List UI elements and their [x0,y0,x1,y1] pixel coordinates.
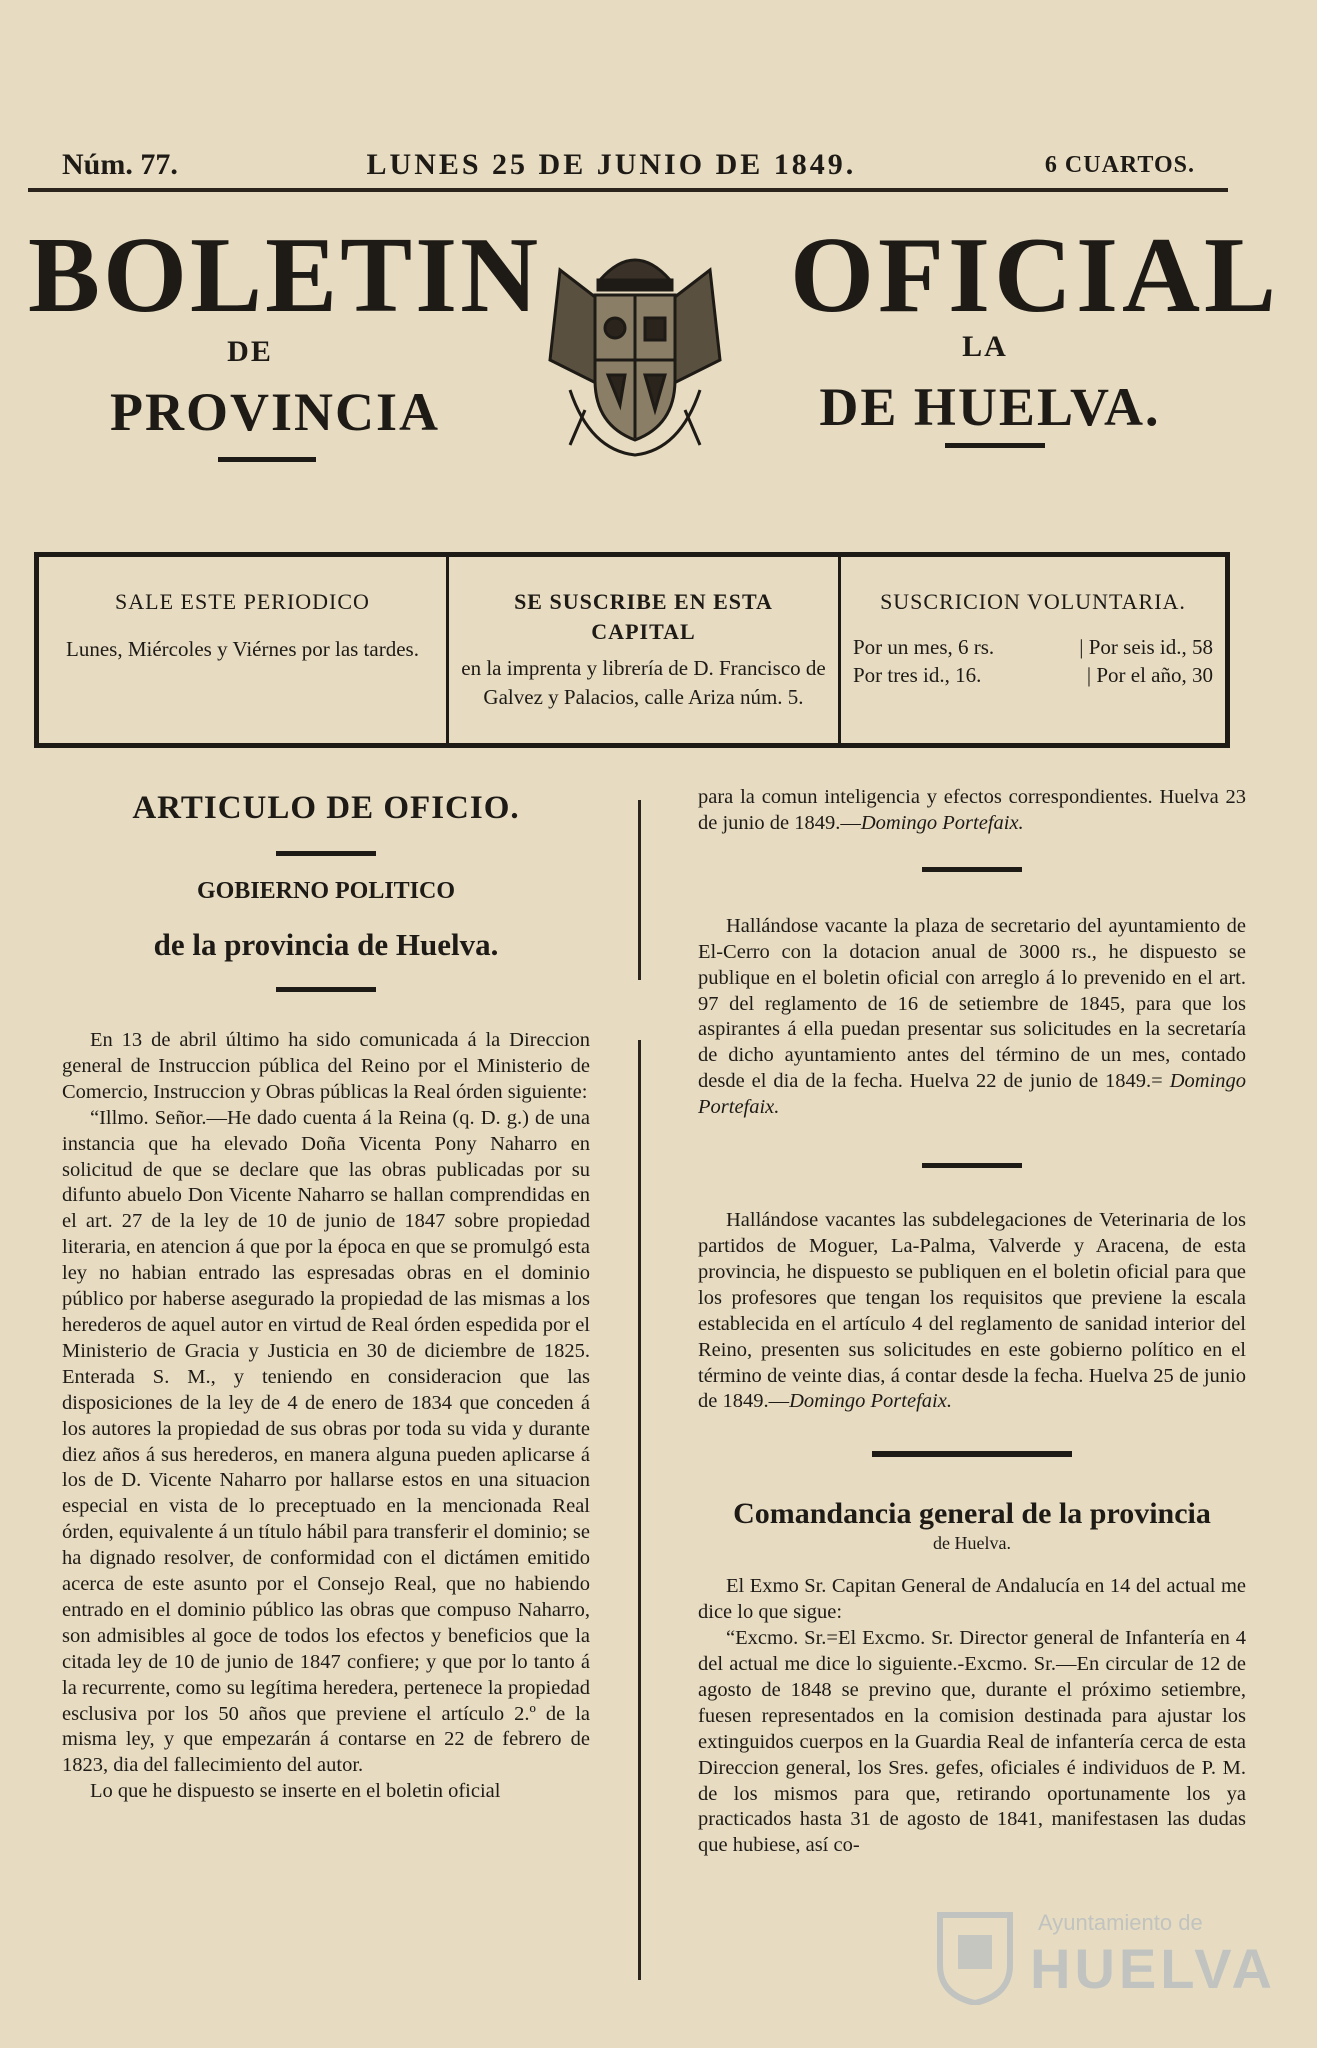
paragraph-captain-general: El Exmo Sr. Capitan General de Andalucía en 14 del actual me dice lo que sigue: [698,1575,1246,1624]
title-rule [276,851,376,856]
command-section-heading: Comandancia general de la provincia [733,1497,1211,1531]
secretary-vacancy-text: Hallándose vacante la plaza de secretario del ayuntamiento de El-Cerro con la dotacion anual de 3000 rs., he dispuesto se publique en el boletin oficial con arreglo á lo prevenido en el art. 97 del reglamento de 16 de setiembre de 1845, para que los aspirantes á ella puedan presentar sus solicitudes en la secretaría de dicho ayuntamiento antes del término de un mes, contado desde el dia de la fecha. Huelva 22 de junio de 1849.= [698,914,1246,1093]
issue-date: LUNES 25 DE JUNIO DE 1849. [366,148,857,181]
signature: Domingo Portefaix. [860,811,1024,834]
issue-line [30,140,1225,190]
subscription-prices-cell [841,557,1225,743]
city-shield-icon [930,1905,1020,2005]
top-rule [28,188,1228,192]
watermark-line-2: HUELVA [1030,1937,1276,2000]
signature: Domingo Portefaix. [789,1390,952,1413]
paragraph-royal-order: “Illmo. Señor.—He dado cuenta á la Reina (q. D. g.) de una instancia que ha elevado Doña Vicenta Pony Naharro en solicitud de que se declare que las obras publicadas por su difunto abuelo Don Vicente Naharro se hallan comprendidas en el art. 27 de la ley de 10 de junio de 1847 sobre propiedad literaria, en atencion á que por la época en que se promulgó esta ley no habian entrado las espresadas obras en el dominio público por haberse asegurado la propiedad de las mismas a los herederos de aquel autor en virtud de Real órden espedida por el Ministerio de Gracia y Justicia en 30 de diciembre de 1825. Enterada S. M., y teniendo en consideracion que las disposiciones de la ley de 4 de enero de 1834 que conceden á los autores la propiedad de sus obras por toda su vida y durante diez años á sus herederos, en manera alguna pueden aplicarse á los de D. Vicente Naharro por hallarse estos en una situacion especial en vista de lo preceptuado en la mencionada Real órden, equivalente á un título hábil para transferir el dominio; se ha dignado resolver, de conformidad con el dictámen emitido acerca de este asunto por el Consejo Real, que no habiendo entrado en el dominio público las obras que compuso Naharro, son admisibles al goce de todos los efectos y beneficios que la citada ley de 10 de junio de 1847 confiere; y que por lo tanto á la recurrente, como su legítima heredera, pertenece la propiedad esclusiva por los 50 años que previene el artículo 2.º de la misma ley, y que empezarán á contarse en 22 de febrero de 1823, dia del fallecimiento del autor. [62,1106,590,1777]
subscribe-location-text: en la imprenta y librería de D. Francisco de Galvez y Palacios, calle Ariza núm. 5. [461,656,826,709]
paragraph-intro: En 13 de abril último ha sido comunicada á la Direccion general de Instruccion pública del Reino por el Ministerio de Comercio, Instruccion y Obras públicas la Real órden siguiente: [62,1029,590,1103]
subscribe-location-cell [449,557,841,743]
price-one-year: | Por el año, 30 [1086,663,1213,688]
left-column [62,790,590,1805]
price-row-1 [853,633,1213,661]
issue-number: Núm. 77. [62,148,178,181]
section-subheading: de la provincia de Huelva. [153,927,499,962]
publication-days-text: Lunes, Miércoles y Viérnes por las tardes. [66,636,419,661]
paragraph-closing: Lo que he dispuesto se inserte en el boletin oficial [90,1780,501,1803]
masthead-word-oficial: OFICIAL [790,216,1281,335]
separator-rule [922,1163,1022,1168]
double-separator-rule [872,1451,1072,1457]
command-section-subheading: de Huelva. [933,1533,1011,1554]
price-three-months: Por tres id., 16. [853,663,982,688]
veterinary-vacancy-text: Hallándose vacantes las subdelegaciones de Veterinaria de los partidos de Moguer, La-Palma, Valverde y Aracena, de esta provincia, he dispuesto se publiquen en el boletin oficial para que los profesores que tengan los requisitos que previene la escala establecida en el artículo 4 del reglamento de sanidad interior del Reino, presenten sus solicitudes en este gobierno político en el término de veinte dias, á contar desde la fecha. Huelva 25 de junio de 1849.— [698,1209,1246,1413]
section-heading: GOBIERNO POLITICO [196,878,456,904]
masthead-underline-right [945,443,1045,448]
publication-days-heading: SALE ESTE PERIODICO [115,589,370,614]
price-row-2 [853,661,1213,689]
separator-rule [922,867,1022,872]
price-six-months: | Por seis id., 58 [1079,634,1213,659]
watermark-line-1: Ayuntamiento de [1038,1910,1203,1935]
subscription-prices-heading: SUSCRICION VOLUNTARIA. [880,589,1186,614]
article-title: ARTICULO DE OFICIO. [132,790,520,826]
right-column [698,785,1246,1859]
masthead-word-de-huelva: DE HUELVA. [819,377,1161,437]
price-one-month: Por un mes, 6 rs. [853,634,995,659]
subheading-rule [276,987,376,992]
column-rule [638,1040,641,1980]
paragraph-secretary-vacancy [698,914,1246,1121]
signature: Domingo Portefaix. [698,1070,1246,1119]
subscribe-location-heading: SE SUSCRIBE EN ESTA CAPITAL [514,589,773,644]
coat-of-arms-icon [530,240,740,460]
issue-price: 6 CUARTOS. [1044,151,1195,178]
paragraph-director-general: “Excmo. Sr.=El Excmo. Sr. Director general de Infantería en 4 del actual me dice lo siguiente.-Excmo. Sr.—En circular de 12 de agosto de 1848 se previno que, durante el próximo setiembre, fuesen representados en la comision destinada para ajustar los extinguidos cuerpos en la Guardia Real de infantería cerca de esta Direccion general, los Sres. gefes, oficiales é individuos de P. M. de los mismos para que, retirando oportunamente los ya practicados hasta 31 de agosto de 1841, manifestasen las dudas que hubiese, así co- [698,1627,1246,1857]
watermark [920,1900,1276,2010]
continuation-text: para la comun inteligencia y efectos correspondientes. Huelva 23 de junio de 1849.— [698,786,1246,834]
masthead-underline-left [218,457,316,462]
masthead-word-boletin: BOLETIN [28,216,542,335]
publication-days-cell [39,557,449,743]
column-rule-top [638,800,641,980]
masthead-word-de: DE [227,335,273,368]
masthead-word-provincia: PROVINCIA [110,382,441,442]
paragraph-veterinary-vacancy [698,1208,1246,1415]
subscription-box [34,552,1230,748]
masthead-word-la: LA [962,330,1008,363]
paragraph-continuation [698,785,1246,837]
